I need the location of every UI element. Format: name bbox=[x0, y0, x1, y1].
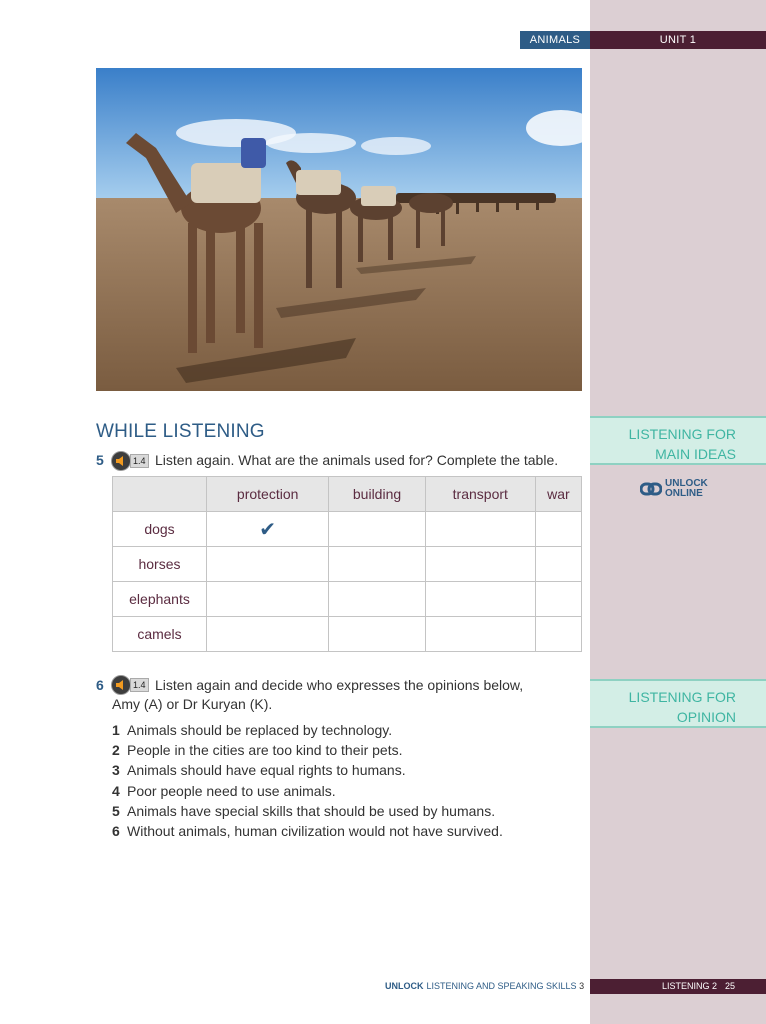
skill-box-main-ideas: LISTENING FOR MAIN IDEAS bbox=[590, 416, 766, 465]
table-answer-cell[interactable] bbox=[329, 617, 425, 652]
footer-book-title bbox=[385, 981, 584, 991]
section-title: WHILE LISTENING bbox=[96, 421, 265, 442]
link-chain-icon bbox=[640, 481, 662, 497]
opinion-list bbox=[112, 720, 503, 841]
list-item: 1 Animals should be replaced by technology. bbox=[112, 722, 393, 738]
audio-track-label: 1.4 bbox=[130, 454, 149, 468]
exercise-6-instruction-cont: Amy (A) or Dr Kuryan (K). bbox=[112, 696, 273, 712]
skill-box-opinion: LISTENING FOR OPINION bbox=[590, 679, 766, 728]
table-answer-cell[interactable] bbox=[425, 582, 535, 617]
table-row bbox=[113, 617, 582, 652]
list-item: 2 People in the cities are too kind to their pets. bbox=[112, 742, 403, 759]
table-answer-cell[interactable] bbox=[207, 582, 329, 617]
right-sidebar bbox=[590, 0, 766, 1024]
table-column-header: building bbox=[329, 477, 425, 512]
table-answer-cell[interactable] bbox=[329, 547, 425, 582]
animals-uses-table bbox=[112, 476, 582, 652]
footer-brand: UNLOCK bbox=[385, 981, 424, 991]
audio-speaker-icon[interactable] bbox=[111, 675, 131, 695]
exercise-5-instruction: Listen again. What are the animals used for? Complete the table. bbox=[155, 452, 559, 468]
table-row bbox=[113, 547, 582, 582]
footer-section: LISTENING 2 bbox=[662, 981, 718, 991]
table-row bbox=[113, 512, 582, 547]
table-answer-cell[interactable] bbox=[329, 582, 425, 617]
table-answer-cell[interactable]: ✔ bbox=[207, 512, 329, 547]
table-answer-cell[interactable] bbox=[535, 582, 581, 617]
camel-caravan-photo bbox=[96, 68, 582, 391]
exercise-6-instruction: Listen again and decide who expresses the opinions below, bbox=[155, 677, 524, 693]
table-answer-cell[interactable] bbox=[535, 547, 581, 582]
table-row-label: horses bbox=[113, 547, 207, 582]
list-item: 5 Animals have special skills that should be used by humans. bbox=[112, 802, 496, 819]
footer-book-name: LISTENING AND SPEAKING SKILLS bbox=[426, 981, 577, 991]
audio-speaker-icon[interactable] bbox=[111, 451, 131, 471]
footer-level: 3 bbox=[579, 981, 585, 991]
table-column-header: transport bbox=[425, 477, 535, 512]
table-answer-cell[interactable] bbox=[207, 617, 329, 652]
exercise-5-number: 5 bbox=[96, 452, 104, 468]
table-row-label: dogs bbox=[113, 512, 207, 547]
table-answer-cell[interactable] bbox=[207, 547, 329, 582]
header-section-tab: ANIMALS bbox=[520, 31, 590, 49]
list-item: 6 Without animals, human civilization would not have survived. bbox=[112, 823, 503, 840]
unlock-online-logo[interactable]: UNLOCK ONLINE bbox=[640, 479, 708, 499]
table-row-label: elephants bbox=[113, 582, 207, 617]
table-answer-cell[interactable] bbox=[535, 512, 581, 547]
list-item: 3 Animals should have equal rights to humans. bbox=[112, 762, 406, 779]
list-item: 4 Poor people need to use animals. bbox=[112, 782, 336, 799]
table-corner-cell bbox=[113, 477, 207, 512]
table-row-label: camels bbox=[113, 617, 207, 652]
table-row bbox=[113, 582, 582, 617]
table-column-header: protection bbox=[207, 477, 329, 512]
exercise-6-number: 6 bbox=[96, 677, 104, 693]
page-number: 25 bbox=[725, 981, 736, 991]
table-header-row bbox=[113, 477, 582, 512]
table-answer-cell[interactable] bbox=[329, 512, 425, 547]
footer-page-bar bbox=[590, 979, 766, 994]
table-answer-cell[interactable] bbox=[425, 512, 535, 547]
table-answer-cell[interactable] bbox=[425, 617, 535, 652]
header-unit-tab: UNIT 1 bbox=[590, 31, 766, 49]
table-answer-cell[interactable] bbox=[535, 617, 581, 652]
table-answer-cell[interactable] bbox=[425, 547, 535, 582]
audio-track-label: 1.4 bbox=[130, 678, 149, 692]
table-column-header: war bbox=[535, 477, 581, 512]
